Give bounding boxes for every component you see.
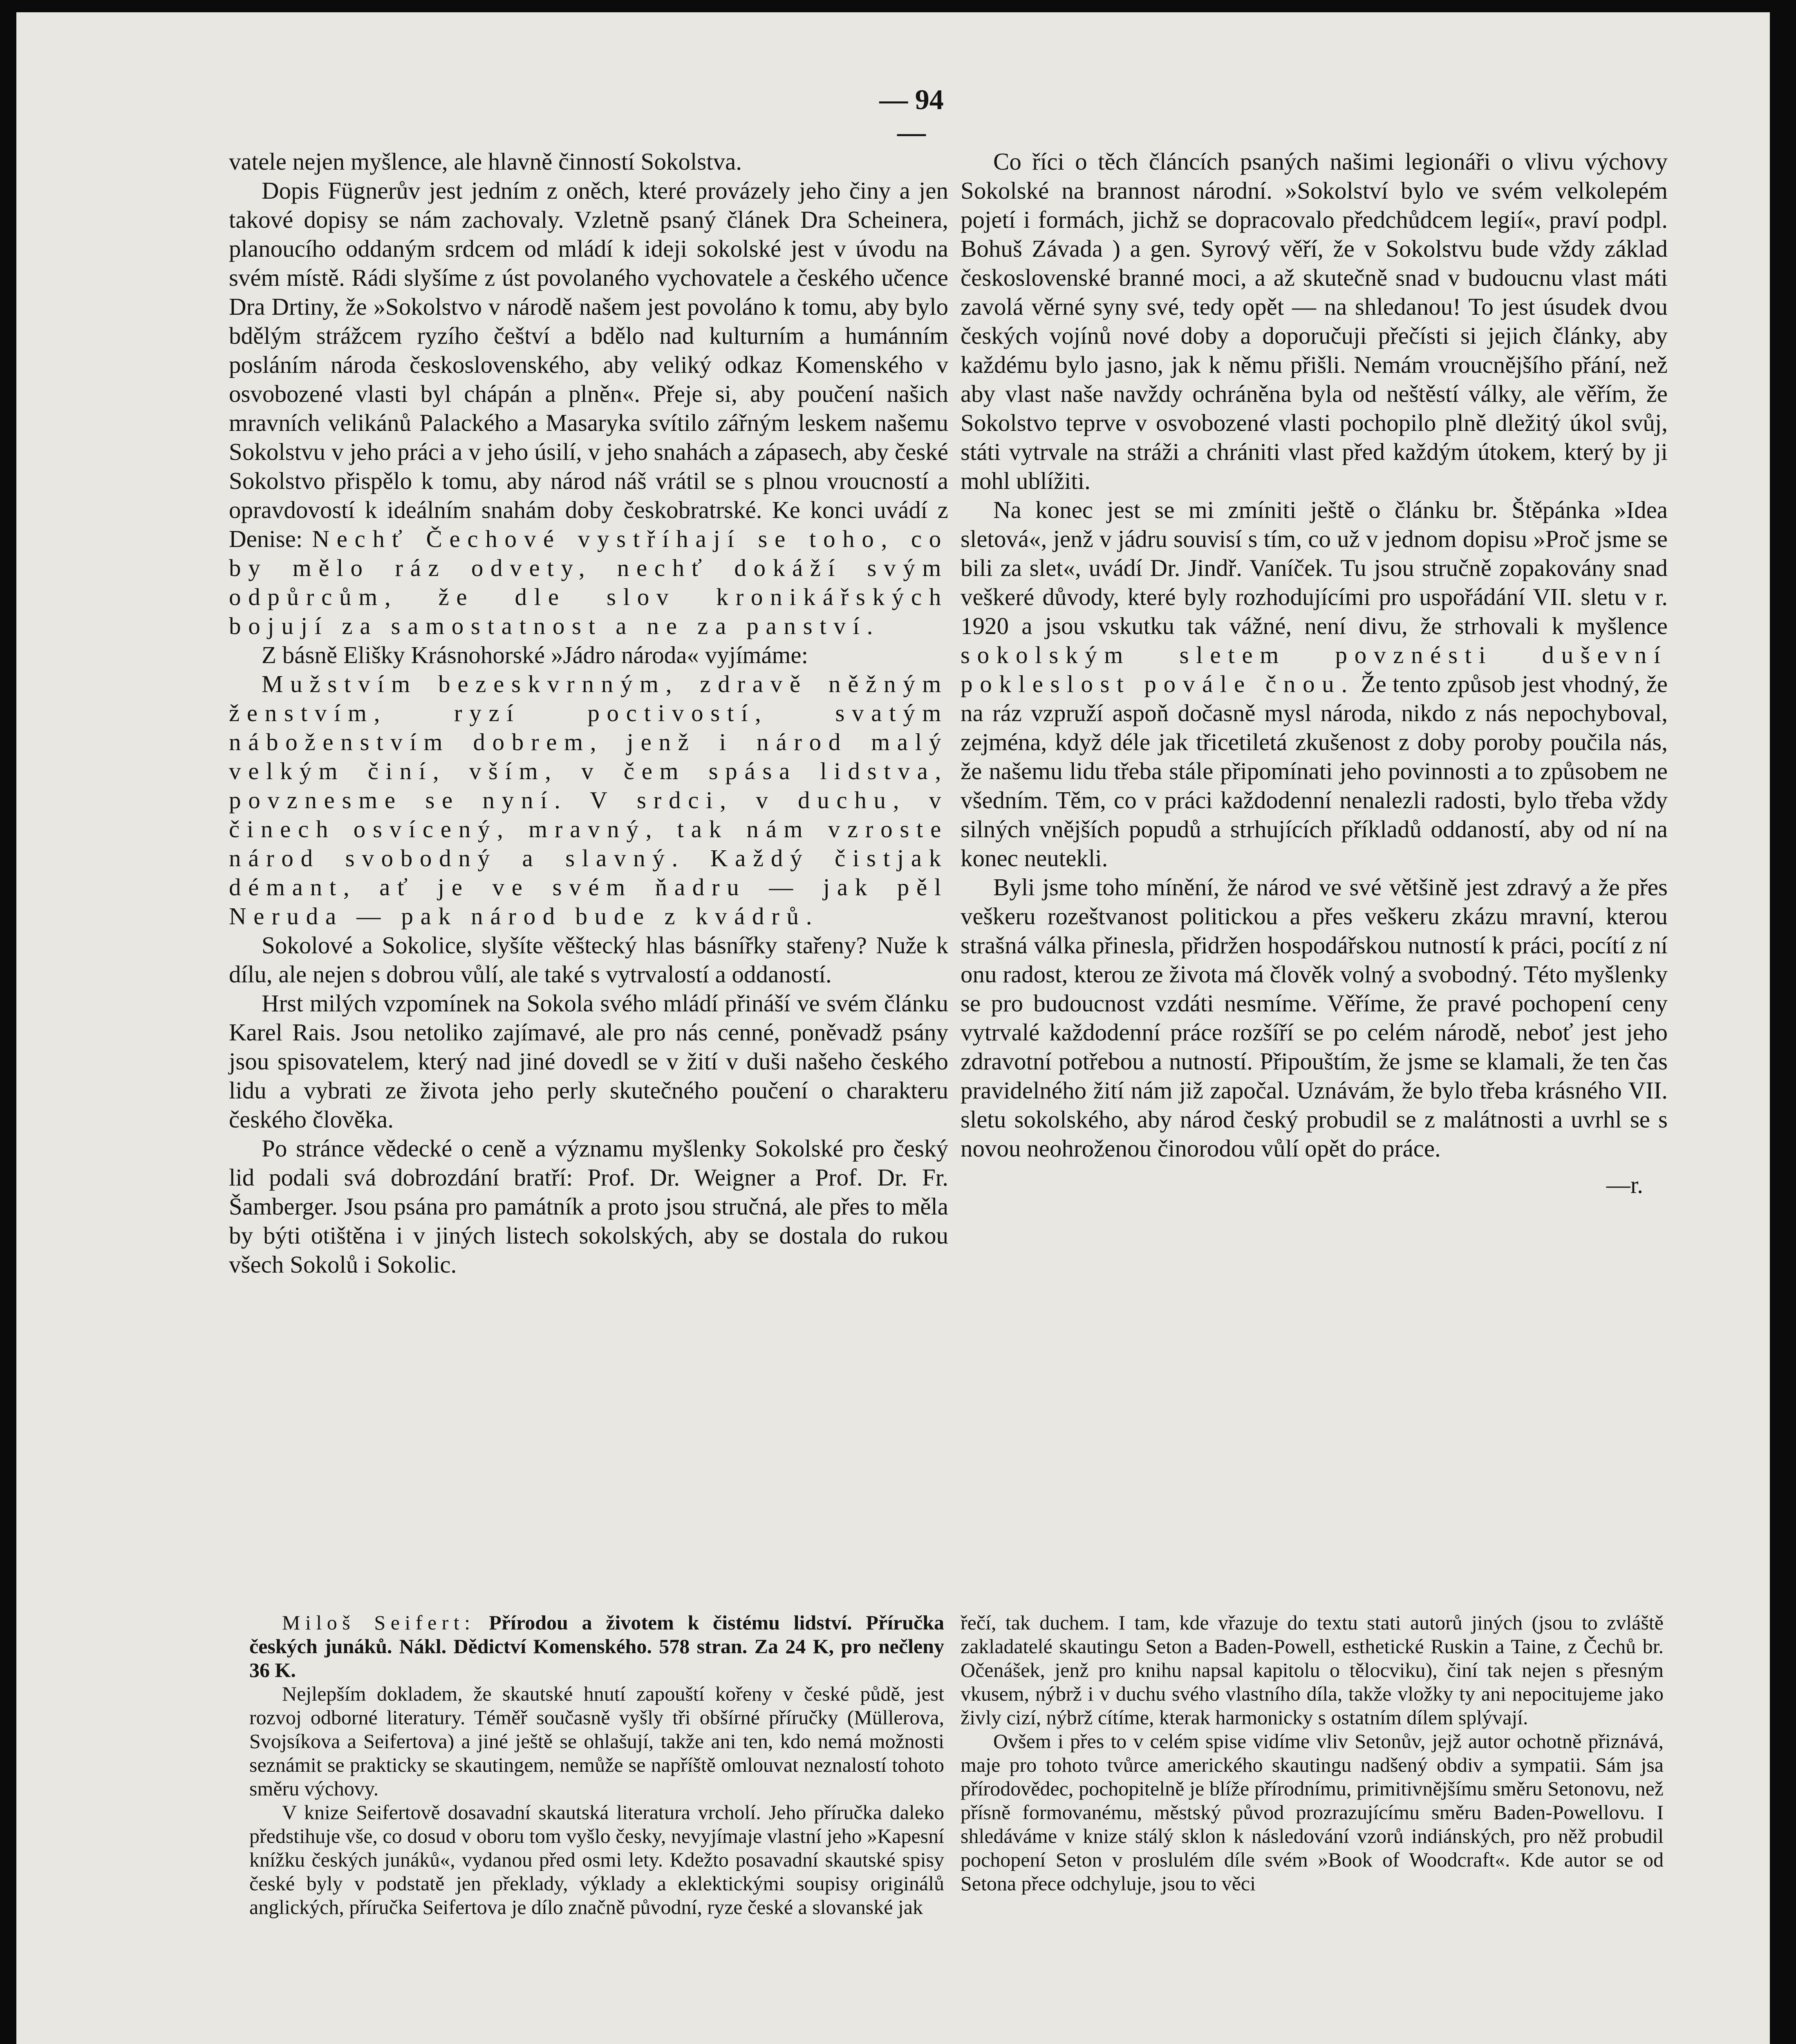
article-paragraph: Byli jsme toho mínění, že národ ve své většině jest zdravý a že přes veškeru rozeštvanost politickou a přes veškeru zkázu mravní, kterou strašná válka přinesla, přidržen hospodářskou nutností k práci, pocítí z ní onu radost, kterou ze života má člověk volný a svobodný. Této myšlenky se pro budoucnost vzdáti nesmíme. Věříme, že pravé pochopení ceny vytrvalé každodenní práce rozšíří se po celém národě, neboť jest jeho zdravotní potřebou a nutností. Připouštím, že jsme se klamali, že ten čas pravidelného žití nám již započal. Uznávám, že bylo třeba krásného VII. sletu sokolského, aby národ český probudil se z malátnosti a uvrhl se s novou neohroženou činorodou vůlí opět do práce. bbox=[961, 874, 1668, 1162]
review-body bbox=[249, 1682, 944, 1919]
article-right-column bbox=[961, 147, 1668, 1533]
review-left-column bbox=[249, 1611, 944, 2044]
review-paragraph: řečí, tak duchem. I tam, kde vřazuje do textu stati autorů jiných (jsou to zvláště zakladatelé skautingu Seton a Baden-Powell, esthetické Ruskin a Taine, z Čechů br. Očenášek, jenž pro knihu napsal kapitolu o tělocviku), činí tak nejen s přesným vkusem, nýbrž i v duchu svého vlastního díla, takže vložky ty ani nepocitujeme jako živly cizí, nýbrž cítíme, kterak harmonicky s ostatním dílem splývají. bbox=[961, 1611, 1664, 1729]
article-text: Na konec jest se mi zmíniti ještě o článku br. Štěpánka »Idea sletová«, jenž v jádru souvisí s tím, co už v jednom dopisu »Proč jsme se bili za slet«, uvádí Dr. Jindř. Vaníček. Tu jsou stručně zopakovány snad veškeré důvody, které byly rozhodujícími pro uspořádání VII. sletu v r. 1920 a jsou vskutku tak vážné, není divu, že strhovali k myšlence bbox=[961, 496, 1668, 639]
quote-denis: Nechť Čechové vystříhají se toho, co by mělo ráz odvety, nechť dokáží svým odpůrcům, že dle slov kronikářských bojují za samostatnost a ne za panství. bbox=[229, 525, 948, 639]
article-signature: —r. bbox=[1606, 1171, 1643, 1198]
review-paragraph: V knize Seifertově dosavadní skautská literatura vrcholí. Jeho příručka daleko předstihuje vše, co dosud v oboru tom vyšlo česky, nevyjímaje vlastní jeho »Kapesní knížku českých junáků«, vydanou před osmi lety. Kdežto posavadní skautské spisy české byly v podstatě jen překlady, výklady a eklektickými soupisy originálů anglických, příručka Seifertova je dílo značně původní, ryze české a slovanské jak bbox=[249, 1801, 944, 1918]
quote-krasnohorska: Mužstvím bezeskvrnným, zdravě něžným ženstvím, ryzí poctivostí, svatým náboženstvím dobrem, jenž i národ malý velkým činí, vším, v čem spása lidstva, povznesme se nyní. V srdci, v duchu, v činech osvícený, mravný, tak nám vzroste národ svobodný a slavný. Každý čistjak démant, ať je ve svém ňadru — jak pěl Neruda — pak národ bude z kvádrů. bbox=[229, 670, 948, 930]
review-body bbox=[961, 1611, 1664, 1895]
review-paragraph: Ovšem i přes to v celém spise vidíme vliv Setonův, jejž autor ochotně přiznává, maje pro tohoto tvůrce amerického skautingu nadšený obdiv a sympatii. Sám jsa přírodovědec, pochopitelně je blíže přírodnímu, primitivnějšímu směru Setonovu, než přísně formovanému, městský původ prozrazujícímu směru Baden-Powellovu. I shledáváme v knize stálý sklon k následování vzorů indiánských, pro něž probudil pochopení Seton v proslulém díle svém »Book of Woodcraft«. Kde autor se od Setona přece odchyluje, jsou to věci bbox=[961, 1730, 1664, 1895]
article-paragraph bbox=[229, 176, 948, 641]
article-paragraph: Z básně Elišky Krásnohorské »Jádro národa« vyjímáme: bbox=[262, 641, 808, 668]
article-paragraph bbox=[961, 495, 1668, 873]
review-right-column bbox=[961, 1611, 1664, 2044]
article-text: Že tento způsob jest vhodný, že na ráz vzpruží aspoň dočasně mysl národa, nikdo z nás nepochyboval, zejména, když déle jak třicetiletá zkušenost z doby poroby poučila nás, že našemu lidu třeba stále připomínati jeho povinnosti a to způsobem ne všedním. Těm, co v práci každodenní nenalezli radosti, bylo třeba vždy silných vnějších popudů a strhujících příkladů oddaností, aby od ní na konec neutekli. bbox=[961, 670, 1668, 872]
article-paragraph: Co říci o těch článcích psaných našimi legionáři o vlivu výchovy Sokolské na brannost národní. »Sokolství bylo ve svém velkolepém pojetí i formách, jichž se dopracovalo předchůdcem legií«, praví podpl. Bohuš Závada ) a gen. Syrový věří, že v Sokolstvu bude vždy základ československé branné moci, a až skutečně snad v budoucnu vlast máti zavolá věrné syny své, tedy opět — na shledanou! To jest úsudek dvou českých vojínů nové doby a doporučuji přečísti si jejich články, aby každému bylo jasno, jak k němu přišli. Nemám vroucnějšího přání, než aby vlast naše navždy ochráněna byla od neštěstí války, ale věřím, že Sokolstvo teprve v osvobozené vlasti pochopilo plně dležitý úkol svůj, státi vytrvale na stráži a chrániti vlast před každým útokem, který by ji mohl ublížiti. bbox=[961, 148, 1668, 494]
page-number: — 94 — bbox=[879, 84, 944, 148]
review-paragraph: Nejlepším dokladem, že skautské hnutí zapouští kořeny v české půdě, jest rozvoj odborné literatury. Téměř současně vyšly tři obšírné příručky (Müllerova, Svojsíkova a Seifertova) a jiné ještě se ohlašují, takže ani ten, kdo nemá možnosti seznámit se prakticky se skautingem, nemůže se napříště omlouvat neznalostí tohoto směru výchovy. bbox=[249, 1682, 944, 1800]
article-paragraph: Sokolové a Sokolice, slyšíte věštecký hlas básnířky stařeny? Nuže k dílu, ale nejen s dobrou vůlí, ale také s vytrvalostí a oddaností. bbox=[229, 932, 948, 988]
article-paragraph: Hrst milých vzpomínek na Sokola svého mládí přináší ve svém článku Karel Rais. Jsou netoliko zajímavé, ale pro nás cenné, poněvadž psány jsou spisovatelem, který nad jiné dovedl se v žití v duši našeho českého lidu a vybrati ze života jeho perly skutečného poučení o charakteru českého člověka. bbox=[229, 990, 948, 1133]
scanned-page bbox=[16, 12, 1770, 2044]
article-paragraph: Po stránce vědecké o ceně a významu myšlenky Sokolské pro český lid podali svá dobrozdání bratří: Prof. Dr. Weigner a Prof. Dr. Fr. Šamberger. Jsou psána pro památník a proto jsou stručná, ale přes to měla by býti otištěna i v jiných listech sokolských, aby se dostala do rukou všech Sokolů i Sokolic. bbox=[229, 1135, 948, 1278]
review-title: Přírodou a životem k čistému lidství. Příručka českých junáků. Nákl. Dědictví Komenského. 578 stran. Za 24 K, pro nečleny 36 K. bbox=[249, 1611, 945, 1681]
article-text: Dopis Fügnerův jest jedním z oněch, které provázely jeho činy a jen takové dopisy se nám zachovaly. Vzletně psaný článek Dra Scheinera, planoucího oddaným srdcem od mládí k ideji sokolské jest v úvodu na svém místě. Rádi slyšíme z úst povolaného vychovatele a českého učence Dra Drtiny, že »Sokolstvo v národě našem jest povoláno k tomu, aby bylo bdělým strážcem ryzího češtví a bdělo nad kulturním a humánním posláním národa československého, aby veliký odkaz Komenského v osvobozené vlasti byl chápán a plněn«. Přeje si, aby poučení našich mravních velikánů Palackého a Masaryka svítilo zářným leskem našemu Sokolstvu v jeho práci a v jeho úsilí, v jeho snahách a zápasech, aby české Sokolstvo přispělo k tomu, aby národ náš vrátil se s plnou vroucností a opravdovostí k ideálním snahám doby českobratrské. Ke konci uvádí z Denise: bbox=[229, 177, 948, 552]
review-author: Miloš Seifert: bbox=[282, 1611, 475, 1634]
article-left-column bbox=[229, 147, 948, 1533]
review-heading bbox=[249, 1611, 944, 1682]
spaced-phrase: sokolským sletem povznésti duševní pokleslost povále čnou. bbox=[961, 641, 1668, 697]
article-paragraph: vatele nejen myšlence, ale hlavně činností Sokolstva. bbox=[229, 148, 742, 175]
